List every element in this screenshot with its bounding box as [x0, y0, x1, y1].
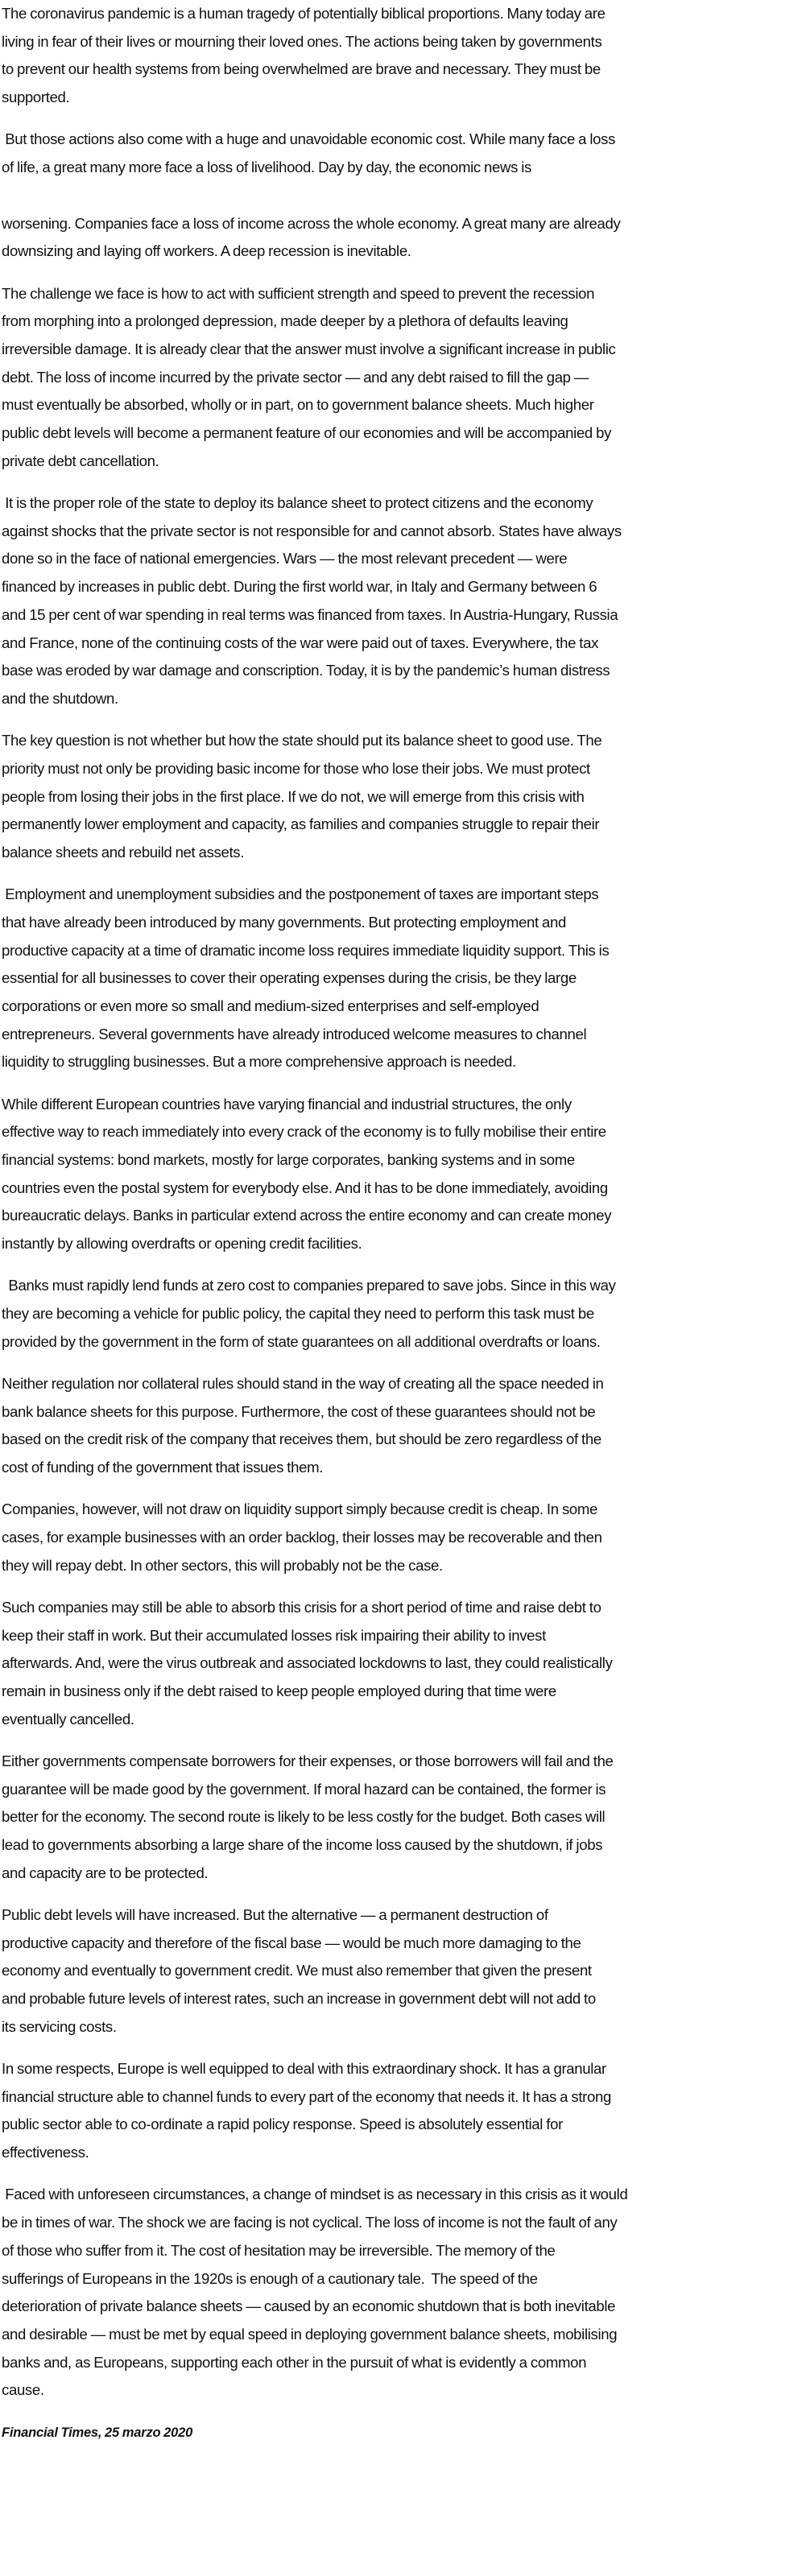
paragraph-line: based on the credit risk of the company that receives them, but should be zero regardless of the: [2, 1430, 601, 1448]
paragraph-line: Faced with unforeseen circumstances, a change of mindset is as necessary in this crisis as it would: [2, 2186, 628, 2203]
paragraph-line: financial structure able to channel funds to every part of the economy that needs it. It has a strong: [2, 2087, 611, 2105]
paragraph-line: Employment and unemployment subsidies and the postponement of taxes are important steps: [2, 886, 599, 903]
paragraph-line: and France, none of the continuing costs of the war were paid out of taxes. Everywhere, the tax: [2, 634, 599, 651]
paragraph-line: permanently lower employment and capacity, as families and companies struggle to repair their: [2, 815, 600, 833]
article-paragraph: [2, 1901, 805, 2041]
paragraph-line: and capacity are to be protected.: [2, 1864, 209, 1881]
article-paragraph: [2, 210, 805, 266]
paragraph-line: and the shutdown.: [2, 689, 118, 707]
paragraph-line: productive capacity and therefore of the fiscal base — would be much more damaging to the: [2, 1934, 581, 1951]
paragraph-line: While different European countries have varying financial and industrial structures, the only: [2, 1095, 572, 1113]
paragraph-line: The challenge we face is how to act with sufficient strength and speed to prevent the recession: [2, 284, 595, 302]
article-paragraph: [2, 881, 805, 1076]
paragraph-line: bank balance sheets for this purpose. Furthermore, the cost of these guarantees should not be: [2, 1402, 596, 1420]
paragraph-line: afterwards. And, were the virus outbreak and associated lockdowns to last, they could realistically: [2, 1654, 613, 1672]
article-paragraph: [2, 1748, 805, 1887]
paragraph-line: corporations or even more so small and medium-sized enterprises and self-employed: [2, 997, 539, 1014]
paragraph-line: worsening. Companies face a loss of income across the whole economy. A great many are already: [2, 214, 621, 232]
paragraph-line: Banks must rapidly lend funds at zero cost to companies prepared to save jobs. Since in this way: [2, 1277, 616, 1294]
paragraph-line: base was eroded by war damage and conscription. Today, it is by the pandemic’s human distress: [2, 662, 610, 679]
paragraph-line: living in fear of their lives or mourning their loved ones. The actions being taken by governments: [2, 32, 602, 50]
paragraph-line: liquidity to struggling businesses. But a more comprehensive approach is needed.: [2, 1053, 516, 1071]
paragraph-line: must eventually be absorbed, wholly or in part, on to government balance sheets. Much higher: [2, 396, 594, 414]
article-paragraph: [2, 1370, 805, 1482]
paragraph-line: cost of funding of the government that issues them.: [2, 1459, 324, 1476]
paragraph-line: downsizing and laying off workers. A deep recession is inevitable.: [2, 242, 411, 260]
paragraph-line: The key question is not whether but how the state should put its balance sheet to good use. The: [2, 732, 602, 749]
paragraph-line: Public debt levels will have increased. But the alternative — a permanent destruction of: [2, 1906, 548, 1924]
paragraph-line: that have already been introduced by many governments. But protecting employment and: [2, 913, 566, 931]
paragraph-line: of those who suffer from it. The cost of hesitation may be irreversible. The memory of the: [2, 2241, 556, 2259]
paragraph-line: debt. The loss of income incurred by the private sector — and any debt raised to fill the gap —: [2, 368, 589, 386]
paragraph-line: to prevent our health systems from being overwhelmed are brave and necessary. They must be: [2, 60, 601, 78]
paragraph-line: done so in the face of national emergencies. Wars — the most relevant precedent — were: [2, 550, 568, 568]
article-paragraph: [2, 280, 805, 476]
paragraph-line: financial systems: bond markets, mostly for large corporates, banking systems and in some: [2, 1151, 575, 1168]
paragraph-line: financed by increases in public debt. During the first world war, in Italy and Germany between 6: [2, 578, 597, 596]
article-paragraph: [2, 126, 805, 181]
article-paragraph: [2, 727, 805, 866]
paragraph-line: cause.: [2, 2381, 44, 2399]
paragraph-line: Neither regulation nor collateral rules should stand in the way of creating all the space needed in: [2, 1375, 604, 1392]
paragraph-line: eventually cancelled.: [2, 1710, 134, 1728]
paragraph-line: bureaucratic delays. Banks in particular extend across the entire economy and can create money: [2, 1207, 612, 1224]
paragraph-line: entrepreneurs. Several governments have already introduced welcome measures to channel: [2, 1025, 587, 1042]
paragraph-line: guarantee will be made good by the government. If moral hazard can be contained, the former is: [2, 1780, 606, 1798]
paragraph-line: they are becoming a vehicle for public policy, the capital they need to perform this task must be: [2, 1305, 594, 1323]
paragraph-line: public debt levels will become a permanent feature of our economies and will be accompanied by: [2, 424, 612, 442]
paragraph-line: productive capacity at a time of dramatic income loss requires immediate liquidity support. This is: [2, 941, 610, 959]
article-paragraph: [2, 1272, 805, 1356]
article-document: [2, 0, 805, 2446]
paragraph-line: In some respects, Europe is well equipped to deal with this extraordinary shock. It has a granular: [2, 2060, 606, 2078]
paragraph-line: The coronavirus pandemic is a human tragedy of potentially biblical proportions. Many today are: [2, 5, 606, 22]
paragraph-line: It is the proper role of the state to deploy its balance sheet to protect citizens and the economy: [2, 494, 593, 512]
paragraph-line: private debt cancellation.: [2, 452, 159, 469]
paragraph-line: countries even the postal system for everybody else. And it has to be done immediately, avoiding: [2, 1179, 608, 1196]
paragraph-line: economy and eventually to government credit. We must also remember that given the present: [2, 1962, 592, 1979]
paragraph-line: public sector able to co-ordinate a rapid policy response. Speed is absolutely essential for: [2, 2116, 563, 2133]
paragraph-line: Companies, however, will not draw on liquidity support simply because credit is cheap. In some: [2, 1501, 598, 1518]
article-source-citation: Financial Times, 25 marzo 2020: [2, 2425, 193, 2440]
paragraph-line: cases, for example businesses with an order backlog, their losses may be recoverable and then: [2, 1529, 602, 1546]
article-body: [2, 0, 805, 2405]
paragraph-line: Either governments compensate borrowers for their expenses, or those borrowers will fail and the: [2, 1752, 614, 1770]
paragraph-line: irreversible damage. It is already clear that the answer must involve a significant increase in public: [2, 341, 616, 358]
paragraph-line: effective way to reach immediately into every crack of the economy is to fully mobilise their entire: [2, 1123, 606, 1141]
paragraph-line: priority must not only be providing basic income for those who lose their jobs. We must protect: [2, 759, 590, 777]
paragraph-line: But those actions also come with a huge and unavoidable economic cost. While many face a loss: [2, 130, 616, 148]
paragraph-line: sufferings of Europeans in the 1920s is enough of a cautionary tale. The speed of the: [2, 2269, 538, 2287]
paragraph-line: and 15 per cent of war spending in real terms was financed from taxes. In Austria-Hungary, Russia: [2, 605, 618, 623]
paragraph-line: balance sheets and rebuild net assets.: [2, 843, 245, 861]
paragraph-line: banks and, as Europeans, supporting each other in the pursuit of what is evidently a common: [2, 2353, 587, 2371]
paragraph-line: keep their staff in work. But their accumulated losses risk impairing their ability to invest: [2, 1626, 546, 1644]
article-paragraph: [2, 1091, 805, 1258]
paragraph-line: and probable future levels of interest rates, such an increase in government debt will not add to: [2, 1990, 596, 2008]
paragraph-line: against shocks that the private sector is not responsible for and cannot absorb. States have always: [2, 522, 622, 539]
paragraph-line: remain in business only if the debt raised to keep people employed during that time were: [2, 1682, 556, 1700]
article-paragraph: [2, 1496, 805, 1579]
paragraph-line: supported.: [2, 89, 70, 106]
paragraph-line: its servicing costs.: [2, 2017, 117, 2035]
paragraph-line: lead to governments absorbing a large share of the income loss caused by the shutdown, if jobs: [2, 1836, 603, 1854]
paragraph-line: instantly by allowing overdrafts or opening credit facilities.: [2, 1235, 362, 1253]
paragraph-line: provided by the government in the form of state guarantees on all additional overdrafts or loans.: [2, 1332, 601, 1350]
article-paragraph: [2, 2181, 805, 2405]
paragraph-line: deterioration of private balance sheets — caused by an economic shutdown that is both inevitable: [2, 2297, 616, 2315]
paragraph-line: people from losing their jobs in the first place. If we do not, we will emerge from this crisis with: [2, 787, 585, 805]
paragraph-line: essential for all businesses to cover their operating expenses during the crisis, be they large: [2, 969, 577, 987]
paragraph-line: they will repay debt. In other sectors, this will probably not be the case.: [2, 1556, 443, 1574]
article-paragraph: [2, 1594, 805, 1733]
paragraph-line: and desirable — must be met by equal speed in deploying government balance sheets, mobilising: [2, 2325, 618, 2343]
paragraph-line: from morphing into a prolonged depression, made deeper by a plethora of defaults leaving: [2, 312, 568, 330]
paragraph-line: be in times of war. The shock we are facing is not cyclical. The loss of income is not the fault of any: [2, 2214, 618, 2231]
paragraph-line: effectiveness.: [2, 2144, 89, 2161]
article-paragraph: [2, 2055, 805, 2167]
paragraph-line: Such companies may still be able to absorb this crisis for a short period of time and raise debt to: [2, 1599, 601, 1616]
paragraph-line: of life, a great many more face a loss of livelihood. Day by day, the economic news is: [2, 159, 531, 176]
article-paragraph: [2, 489, 805, 713]
paragraph-line: better for the economy. The second route is likely to be less costly for the budget. Both cases will: [2, 1808, 606, 1826]
article-paragraph: [2, 0, 805, 112]
